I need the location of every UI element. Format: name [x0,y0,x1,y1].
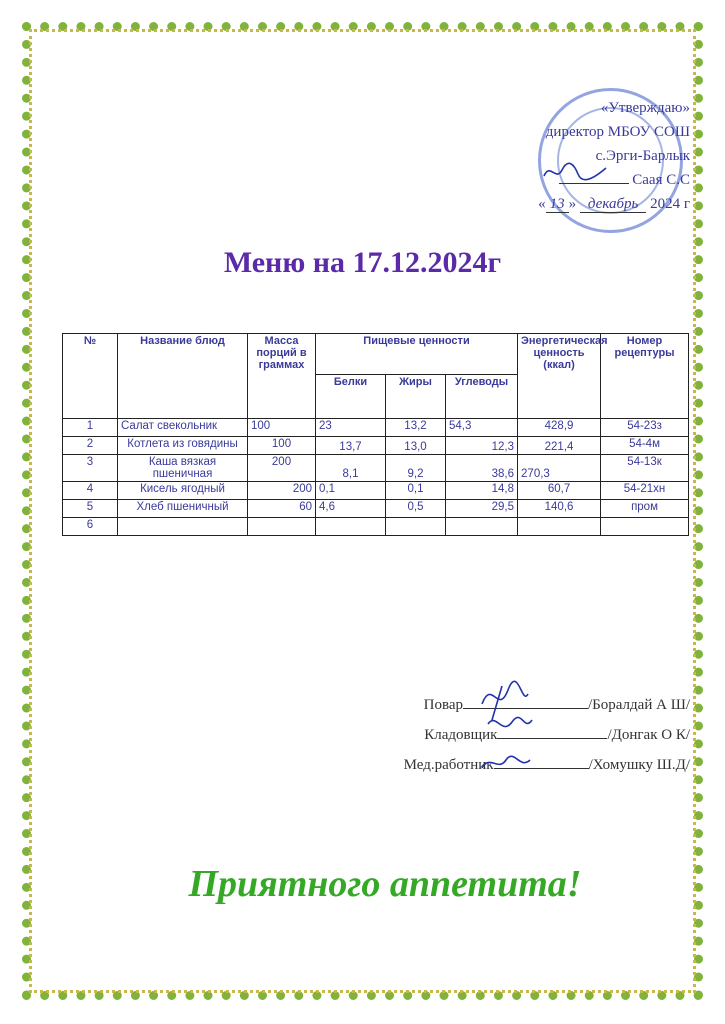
date-quote-open: « [538,196,546,212]
director-name: Саая С.С [632,172,690,188]
table-row [63,482,689,500]
header-energy: Энергетическая ценность (ккал) [518,334,601,419]
row-energy: 221,4 [518,437,601,455]
row-energy: 60,7 [518,482,601,500]
row-fat: 0,1 [386,482,446,500]
row-num: 1 [63,419,118,437]
row-mass: 200 [248,482,316,500]
table-row [63,419,689,437]
row-protein: 23 [316,419,386,437]
row-carbs: 54,3 [446,419,518,437]
table-header-row [63,334,689,375]
row-mass: 100 [248,437,316,455]
row-recipe: 54-23з [601,419,689,437]
approval-heading: «Утверждаю» [600,100,690,116]
row-recipe: 54-4м [601,437,689,455]
row-num: 4 [63,482,118,500]
header-protein: Белки [316,375,386,419]
table-row [63,500,689,518]
header-num: № [63,334,118,419]
header-mass: Масса порций в граммах [248,334,316,419]
row-protein: 8,1 [316,455,386,482]
cook-name: /Боралдай А Ш/ [587,697,690,713]
medic-name: /Хомушку Ш.Д/ [588,757,690,773]
row-recipe: пром [601,500,689,518]
row-carbs [446,518,518,536]
row-dish: Каша вязкая пшеничная [118,455,248,482]
row-carbs: 38,6 [446,455,518,482]
row-carbs: 14,8 [446,482,518,500]
row-recipe: 54-21хн [601,482,689,500]
storekeeper-name: /Донгак О К/ [607,727,690,743]
row-num: 5 [63,500,118,518]
row-carbs: 12,3 [446,437,518,455]
header-nutrition: Пищевые ценности [316,334,518,375]
date-year: 2024 г [650,196,690,212]
row-mass: 100 [248,419,316,437]
storekeeper-label: Кладовщик [424,727,498,743]
row-dish: Хлеб пшеничный [118,500,248,518]
date-month: декабрь [580,196,646,213]
row-fat: 0,5 [386,500,446,518]
row-energy [518,518,601,536]
row-dish [118,518,248,536]
director-signature-icon [540,160,610,184]
row-num: 3 [63,455,118,482]
row-energy: 428,9 [518,419,601,437]
row-fat [386,518,446,536]
menu-table [62,333,689,536]
row-protein: 13,7 [316,437,386,455]
row-fat: 9,2 [386,455,446,482]
date-day: 13 [546,196,569,213]
row-carbs: 29,5 [446,500,518,518]
approval-date [470,192,690,216]
row-recipe [601,518,689,536]
approval-block [470,96,690,216]
farewell-text: Приятного аппетита! [188,863,582,905]
row-dish: Кисель ягодный [118,482,248,500]
header-recipe: Номер рецептуры [601,334,689,419]
date-quote-close: » [568,196,577,212]
header-dish: Название блюд [118,334,248,419]
row-recipe: 54-13к [601,455,689,482]
approval-village: с.Эрги-Барлык [595,148,690,164]
table-row [63,518,689,536]
row-protein [316,518,386,536]
table-row [63,455,689,482]
cook-label: Повар [423,697,463,713]
row-protein: 0,1 [316,482,386,500]
row-fat: 13,0 [386,437,446,455]
header-carbs: Углеводы [446,375,518,419]
row-mass [248,518,316,536]
row-protein: 4,6 [316,500,386,518]
medic-label: Мед.работник [403,757,494,773]
header-fat: Жиры [386,375,446,419]
row-dish: Салат свекольник [118,419,248,437]
page-title: Меню на 17.12.2024г [223,246,502,279]
row-mass: 60 [248,500,316,518]
row-mass: 200 [248,455,316,482]
staff-signatures-icon [462,676,562,786]
row-num: 6 [63,518,118,536]
row-energy: 270,3 [518,455,601,482]
row-dish: Котлета из говядины [118,437,248,455]
row-num: 2 [63,437,118,455]
row-energy: 140,6 [518,500,601,518]
table-row [63,437,689,455]
row-fat: 13,2 [386,419,446,437]
approval-position: директор МБОУ СОШ [545,124,690,140]
